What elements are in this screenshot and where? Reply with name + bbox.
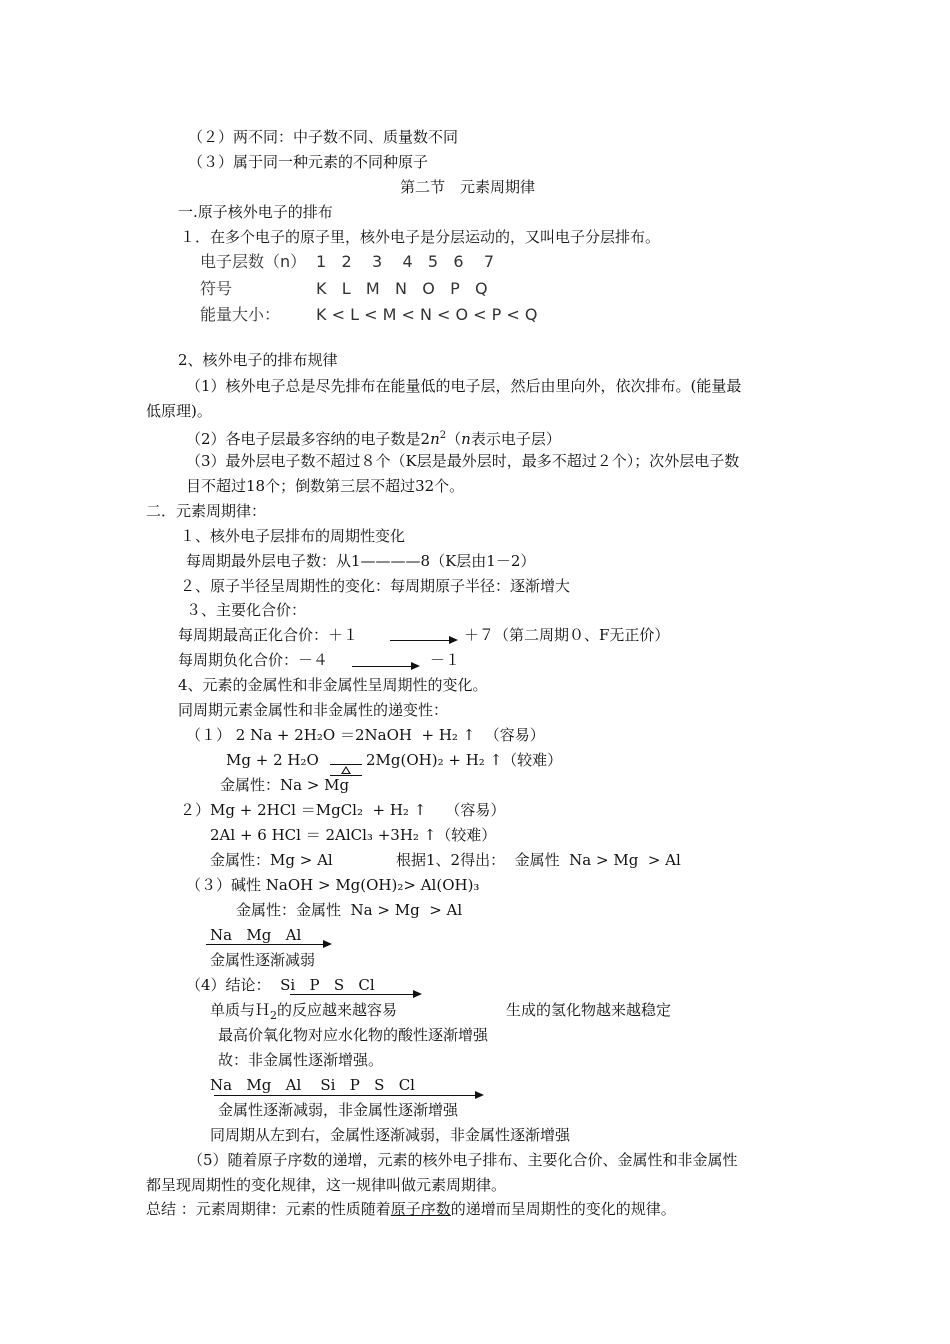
metallic-na-mg: 金属性：Na > Mg (220, 776, 350, 794)
metallic-nonmetallic-trend: 金属性逐渐减弱，非金属性逐渐增强 (218, 1101, 459, 1119)
conclusion-1-2: 根据1、2得出： 金属性 Na > Mg > Al (396, 851, 681, 869)
reaction-na-water: （１） 2 Na + 2H₂O ＝2NaOH + H₂ ↑ （容易） (186, 726, 545, 744)
item-atomic-radius: ２、原子半径呈周期性的变化：每周期原子半径：逐渐增大 (180, 577, 571, 595)
elements-na-mg-al: Na Mg Al (210, 926, 302, 944)
same-period-trend: 同周期元素金属性和非金属性的递变性： (178, 701, 449, 719)
hydrogen-reaction-easier: 单质与Ｈ$_2$的反应越来越容易 (210, 1001, 398, 1022)
outer-electron-count: 每周期最外层电子数：从1————8（K层由1－2） (186, 552, 536, 570)
metallic-mg-al: 金属性：Mg > Al (210, 851, 333, 869)
shell-count-label: 电子层数（n） (200, 252, 307, 271)
arrow-right-icon (290, 994, 420, 995)
arrow-right-icon (390, 640, 456, 641)
max-positive-valence-start: 每周期最高正化合价：＋１ (178, 626, 359, 644)
reaction-mg-water-left: Mg + 2 H₂O (226, 751, 319, 769)
reaction-al-hcl: 2Al + 6 HCl ＝ 2AlCl₃ +3H₂ ↑（较难） (210, 826, 497, 844)
definition-line1: （5）随着原子序数的递增，元素的核外电子排布、主要化合价、金属性和非金属性 (188, 1151, 738, 1169)
heading-arrangement-rules: 2、核外电子的排布规律 (178, 351, 338, 369)
conclusion-si-cl: （4）结论： Si P S Cl (186, 976, 375, 994)
max-positive-valence-end: ＋７（第二周期０、F无正价） (464, 626, 670, 644)
reaction-mg-hcl: ２）Mg + 2HCl ＝MgCl₂ + H₂ ↑ （容易） (180, 801, 506, 819)
item-metallic-trend: 4、元素的金属性和非金属性呈周期性的变化。 (178, 676, 488, 694)
negative-valence-start: 每周期负化合价：－４ (178, 651, 329, 669)
shell-count-values: 1 2 3 4 5 6 7 (316, 252, 495, 271)
reaction-mg-water-right: 2Mg(OH)₂ + H₂ ↑（较难） (366, 751, 563, 769)
arrow-right-icon (206, 944, 330, 945)
summary: 总结 ：元素周期律：元素的性质随着原子序数的递增而呈周期性的变化的规律。 (146, 1200, 676, 1218)
rule-1-line2: 低原理)。 (146, 402, 212, 420)
line-two-differences: （２）两不同：中子数不同、质量数不同 (188, 128, 459, 146)
line-layered-motion: １．在多个电子的原子里，核外电子是分层运动的，又叫电子分层排布。 (180, 228, 661, 246)
arrow-right-icon (214, 1095, 482, 1096)
negative-valence-end: －１ (430, 651, 461, 669)
energy-label: 能量大小： (200, 305, 281, 324)
basicity-order: （３）碱性 NaOH > Mg(OH)₂> Al(OH)₃ (186, 876, 480, 894)
item-shell-periodicity: １、核外电子层排布的周期性变化 (180, 527, 406, 545)
symbol-label: 符号 (200, 279, 233, 298)
item-valence: ３、主要化合价： (186, 601, 307, 619)
nonmetallic-increasing: 故：非金属性逐渐增强。 (218, 1051, 384, 1069)
definition-line2: 都呈现周期性的变化规律，这一规律叫做元素周期律。 (146, 1176, 507, 1194)
acidity-increasing: 最高价氧化物对应水化物的酸性逐渐增强 (218, 1026, 489, 1044)
atomic-number-underlined: 原子序数 (390, 1200, 451, 1218)
left-to-right-trend: 同周期从左到右，金属性逐渐减弱，非金属性逐渐增强 (210, 1126, 571, 1144)
rule-2: （2）各电子层最多容纳的电子数是$2n^2(n$表示电子层） (186, 430, 561, 448)
energy-values: K < L < M < N < O < P < Q (316, 305, 538, 324)
section-title: 第二节 元素周期律 (400, 178, 536, 196)
arrow-right-icon (352, 666, 418, 667)
metallic-decreasing: 金属性逐渐减弱 (210, 951, 316, 969)
hydride-more-stable: 生成的氢化物越来越稳定 (506, 1001, 672, 1019)
heading-periodic-law: 二．元素周期律： (146, 502, 267, 520)
equals-top-line (330, 764, 362, 765)
symbol-values: K L M N O P Q (316, 279, 488, 298)
rule-3-line2: 目不超过18个；倒数第三层不超过32个。 (186, 477, 465, 495)
rule-1-line1: （1）核外电子总是尽先排布在能量低的电子层，然后由里向外，依次排布。(能量最 (186, 377, 742, 395)
rule-3-line1: （3）最外层电子数不超过８个（K层是最外层时，最多不超过２个）；次外层电子数 (186, 452, 740, 470)
metallic-order: 金属性：金属性 Na > Mg > Al (236, 901, 463, 919)
heading-electron-arrangement: 一.原子核外电子的排布 (178, 203, 333, 221)
line-same-element: （３）属于同一种元素的不同种原子 (188, 153, 429, 171)
elements-period-3: Na Mg Al Si P S Cl (210, 1076, 415, 1094)
heat-triangle-icon (341, 766, 351, 774)
